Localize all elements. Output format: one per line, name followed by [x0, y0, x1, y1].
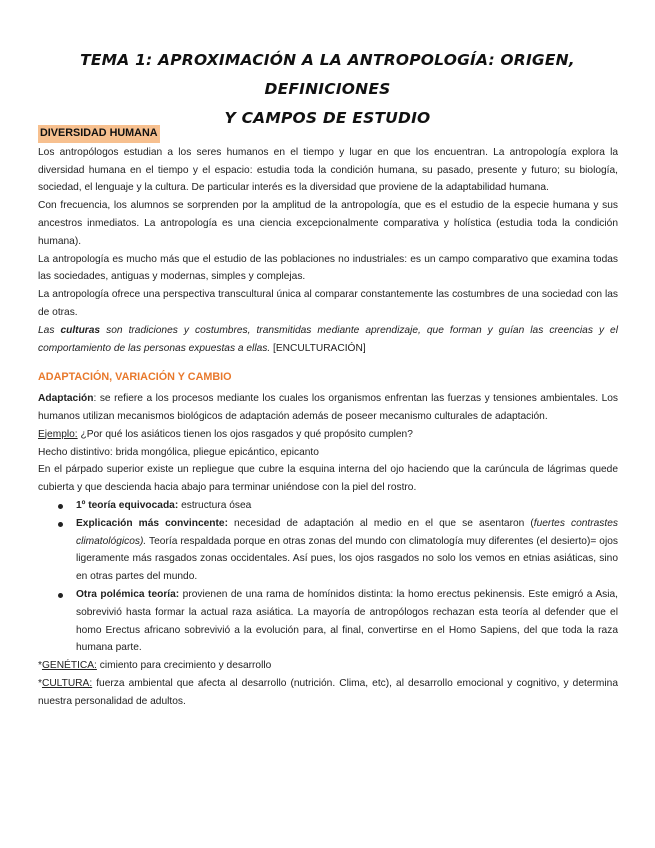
- genetica-line: [38, 657, 618, 675]
- cultura-label: CULTURA:: [41, 677, 93, 689]
- p5-enculturacion: [ENCULTURACIÓN]: [273, 342, 366, 354]
- genetica-label: GENÉTICA:: [41, 660, 97, 672]
- list-item: [38, 586, 618, 657]
- list-item: [38, 515, 618, 586]
- parpado-paragraph: En el párpado superior existe un repliegue que cubre la esquina interna del ojo haciendo que la carúncula de lágrimas quede cubierta y que descienda hacia abajo para terminar uniéndose con la piel del rostro.: [38, 464, 618, 494]
- paragraph-2: Con frecuencia, los alumnos se sorprenden por la amplitud de la antropología, que es el estudio de la especie humana y sus ancestros inmediatos. La antropología es una ciencia excepcionalmente comparativa y holística (estudia toda la condición humana).: [38, 200, 618, 247]
- bullet-icon: [58, 522, 63, 527]
- asterisk: *: [38, 677, 42, 689]
- bullet-label: 1º teoría equivocada:: [76, 499, 179, 511]
- bullet-text: estructura ósea: [178, 499, 252, 511]
- paragraph-1: Los antropólogos estudian a los seres humanos en el tiempo y lugar en que los encuentran. La antropología explora la diversidad humana en el tiempo y el espacio: estudia toda la condición humana, su pasado, presente y futuro; su biología, sociedad, el lenguaje y la cultura. De particular interés es la diversidad que proviene de la adaptabilidad humana.: [38, 146, 618, 194]
- bullet-italic: fuertes contrastes climatológicos).: [76, 517, 618, 547]
- ejemplo-line: [38, 426, 618, 444]
- list-item: [38, 497, 618, 515]
- bullet-icon: [58, 593, 63, 598]
- bullet-icon: [58, 504, 63, 509]
- ejemplo-label: Ejemplo:: [38, 428, 78, 440]
- asterisk: *: [38, 660, 42, 672]
- paragraph-4: La antropología ofrece una perspectiva transcultural única al comparar constantemente las costumbres de una sociedad con las de otras.: [38, 289, 618, 318]
- adaptacion-text: : se refiere a los procesos mediante los cuales los organismos enfrentan las fuerzas y tensiones ambientales. Los humanos utilizan mecanismos biológicos de adaptación además de poseer mecanismo culturales de adaptación.: [38, 393, 618, 422]
- genetica-text: cimiento para crecimiento y desarrollo: [96, 660, 272, 672]
- p5-italic: son tradiciones y costumbres, transmitidas mediante aprendizaje, que forman y guían las creencias y el comportamiento de las personas expuestas a ellas.: [38, 324, 618, 354]
- bullet-label: Explicación más convincente:: [76, 517, 228, 529]
- section-heading-adaptacion: ADAPTACIÓN, VARIACIÓN Y CAMBIO: [38, 371, 232, 384]
- title-line-2: Y CAMPOS DE ESTUDIO: [224, 109, 431, 127]
- p5-culturas: culturas: [60, 324, 101, 336]
- cultura-line: [38, 675, 618, 711]
- cultura-text: fuerza ambiental que afecta al desarrollo (nutrición. Clima, etc), al desarrollo emocional y cognitivo, y determina nuestra personalidad de adultos.: [38, 677, 618, 707]
- bullet-label: Otra polémica teoría:: [76, 588, 180, 600]
- title-line-1: TEMA 1: APROXIMACIÓN A LA ANTROPOLOGÍA: ORIGEN, DEFINICIONES: [80, 51, 575, 98]
- bullet-text: provienen de una rama de homínidos distinta: la homo erectus pekinensis. Este emigró a Asia, sobrevivió hasta formar la actual raza asiática. La mayoría de antropólogos rechazan esta teoría al defender que el homo Erectus africano sobrevivió a la evolución para, al final, convertirse en el Homo Sapiens, del que toda la raza humana parte.: [76, 588, 619, 654]
- adaptacion-term: Adaptación: [38, 393, 94, 405]
- paragraph-3: La antropología es mucho más que el estudio de las poblaciones no industriales: es un campo comparativo que examina todas las sociedades, antiguas y modernas, simples y complejas.: [38, 253, 618, 283]
- document-body: [38, 125, 618, 711]
- bullet-text-cont: Teoría respaldada porque en otras zonas del mundo con climatología muy diferentes (el desierto)= ojos ligeramente más rasgados zonas occidentales. Así pues, los ojos rasgados no solo los vemos en etnias asiáticas, sino en otras partes del mundo.: [76, 535, 618, 583]
- page-title: [30, 46, 625, 133]
- theories-list: [38, 497, 618, 657]
- bullet-text: necesidad de adaptación al medio en el que se asentaron (: [227, 517, 534, 529]
- ejemplo-text: ¿Por qué los asiáticos tienen los ojos rasgados y qué propósito cumplen?: [77, 428, 413, 440]
- hecho-line: Hecho distintivo: brida mongólica, pliegue epicántico, epicanto: [38, 446, 319, 458]
- adaptacion-paragraph: [38, 390, 618, 426]
- paragraph-5: [38, 322, 618, 358]
- p5-pre: Las: [38, 324, 61, 336]
- section-heading-diversidad: DIVERSIDAD HUMANA: [38, 125, 160, 143]
